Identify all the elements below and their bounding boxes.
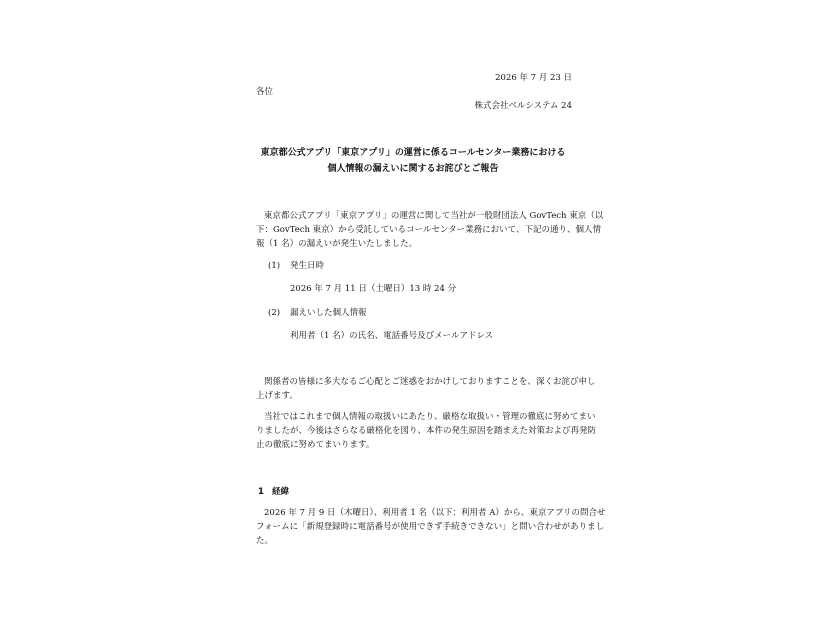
intro-paragraph-line-2: 下：GovTech 東京）から受託しているコールセンター業務において、下記の通り、個人情 <box>256 225 602 235</box>
recipient-line: 各位 <box>256 87 274 97</box>
section-1-line-3: た。 <box>256 536 274 546</box>
document-date: 2026 年 7 月 23 日 <box>495 73 572 83</box>
section-1-number: 1 <box>258 487 264 497</box>
section-1-line-1: 2026 年 7 月 9 日（木曜日）、利用者 1 名（以下：利用者 A）から、東京アプリの問合せ <box>264 508 606 518</box>
item-2-heading: 漏えいした個人情報 <box>290 308 367 318</box>
commitment-line-2: りましたが、今後はさらなる厳格化を図り、本件の発生原因を踏まえた対策および再発防 <box>256 426 597 436</box>
apology-line-1: 関係者の皆様に多大なるご心配とご迷惑をおかけしておりますことを、深くお詫び申し <box>264 377 596 387</box>
intro-paragraph-line-1: 東京都公式アプリ「東京アプリ」の運営に関して当社が一般財団法人 GovTech 東京（以 <box>264 211 604 221</box>
document-title-line-2: 個人情報の漏えいに関するお詫びとご報告 <box>327 164 499 174</box>
commitment-line-3: 止の徹底に努めてまいります。 <box>256 440 375 450</box>
section-1-heading: 経緯 <box>272 487 290 497</box>
item-1-number: (1) <box>268 261 281 271</box>
item-1-heading: 発生日時 <box>290 261 325 271</box>
item-2-number: (2) <box>268 308 281 318</box>
company-name: 株式会社ベルシステム 24 <box>474 101 572 111</box>
document-title-line-1: 東京都公式アプリ「東京アプリ」の運営に係るコールセンター業務における <box>260 148 566 158</box>
item-2-value: 利用者（1 名）の氏名、電話番号及びメールアドレス <box>290 331 494 341</box>
commitment-line-1: 当社ではこれまで個人情報の取扱いにあたり、厳格な取扱い・管理の徹底に努めてまい <box>264 412 596 422</box>
item-1-value: 2026 年 7 月 11 日（土曜日）13 時 24 分 <box>290 284 457 294</box>
intro-paragraph-line-3: 報（1 名）の漏えいが発生いたしました。 <box>256 239 418 249</box>
section-1-line-2: フォームに「新規登録時に電話番号が使用できず手続きできない」と問い合わせがありまし <box>256 522 605 532</box>
apology-line-2: 上げます。 <box>256 391 298 401</box>
